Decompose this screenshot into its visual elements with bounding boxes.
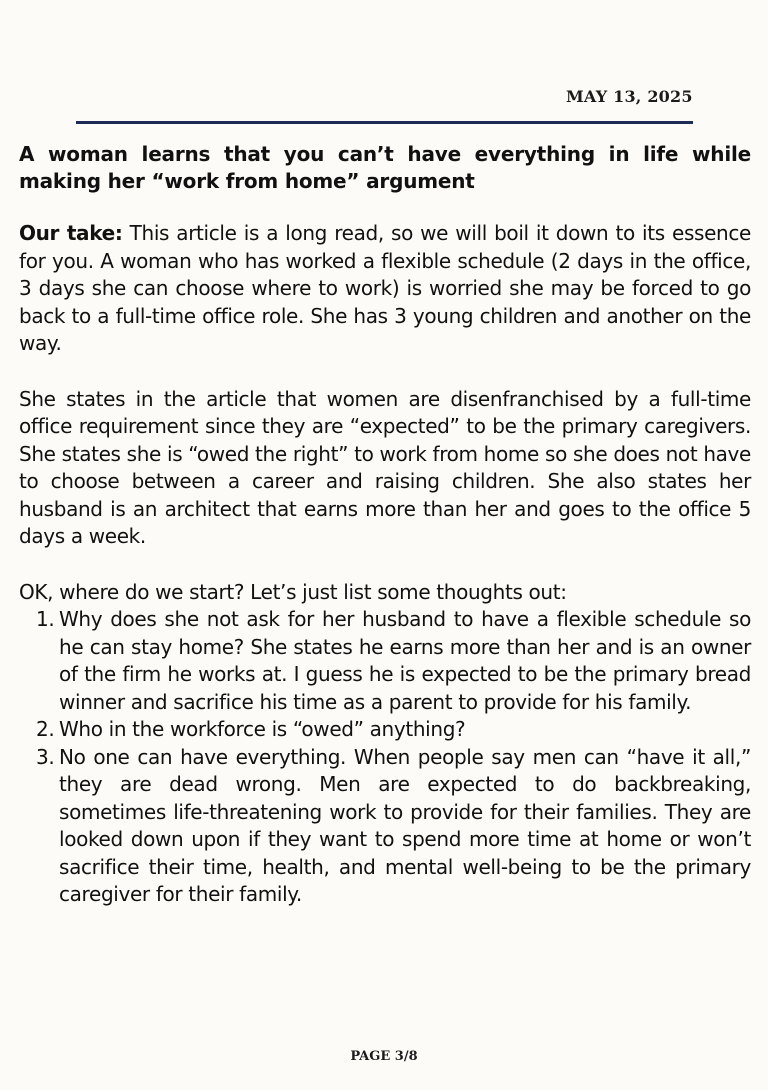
our-take-label: Our take: <box>19 221 123 245</box>
list-item-number: 1. <box>36 607 55 631</box>
paragraph-disenfranchised: She states in the article that women are disenfranchised by a full-time office requirement since they are “expected” to be the primary caregivers. She states she is “owed the right” to work from home so she does not have to choose between a career and raising children. She also states her husband is an architect that earns more than her and goes to the office 5 days a week. <box>19 386 751 548</box>
article-body <box>19 141 751 909</box>
list-item-text: Why does she not ask for her husband to have a flexible schedule so he can stay home? She states he earns more than her and is an owner of the firm he works at. I guess he is expected to be the primary bread winner and sacrifice his time as a parent to provide for his family. <box>59 607 751 714</box>
our-take-text: This article is a long read, so we will boil it down to its essence for you. A woman who has worked a flexible schedule (2 days in the office, 3 days she can choose where to work) is worried she may be forced to go back to a full-time office role. She has 3 young children and another on the way. <box>19 221 751 355</box>
article-headline: A woman learns that you can’t have everything in life while making her “work from home” argument <box>19 142 751 193</box>
list-item-text: No one can have everything. When people say men can “have it all,” they are dead wrong. Men are expected to do backbreaking, sometimes life-threatening work to provide for their families. They are looked down upon if they want to spend more time at home or won’t sacrifice their time, health, and mental well-being to be the primary caregiver for their family. <box>59 744 751 906</box>
list-item <box>19 606 751 716</box>
list-item-number: 3. <box>36 744 55 769</box>
list-item-text: Who in the workforce is “owed” anything? <box>59 717 466 741</box>
thoughts-list <box>19 606 751 909</box>
list-item <box>19 744 751 909</box>
list-item-number: 2. <box>36 717 55 741</box>
list-item <box>19 716 751 744</box>
header-divider <box>76 121 693 124</box>
page-number: PAGE 3/8 <box>350 1049 418 1064</box>
paragraph-thoughts-intro: OK, where do we start? Let’s just list some thoughts out: <box>19 579 567 604</box>
publication-date: MAY 13, 2025 <box>566 87 693 106</box>
our-take-paragraph <box>19 220 751 358</box>
